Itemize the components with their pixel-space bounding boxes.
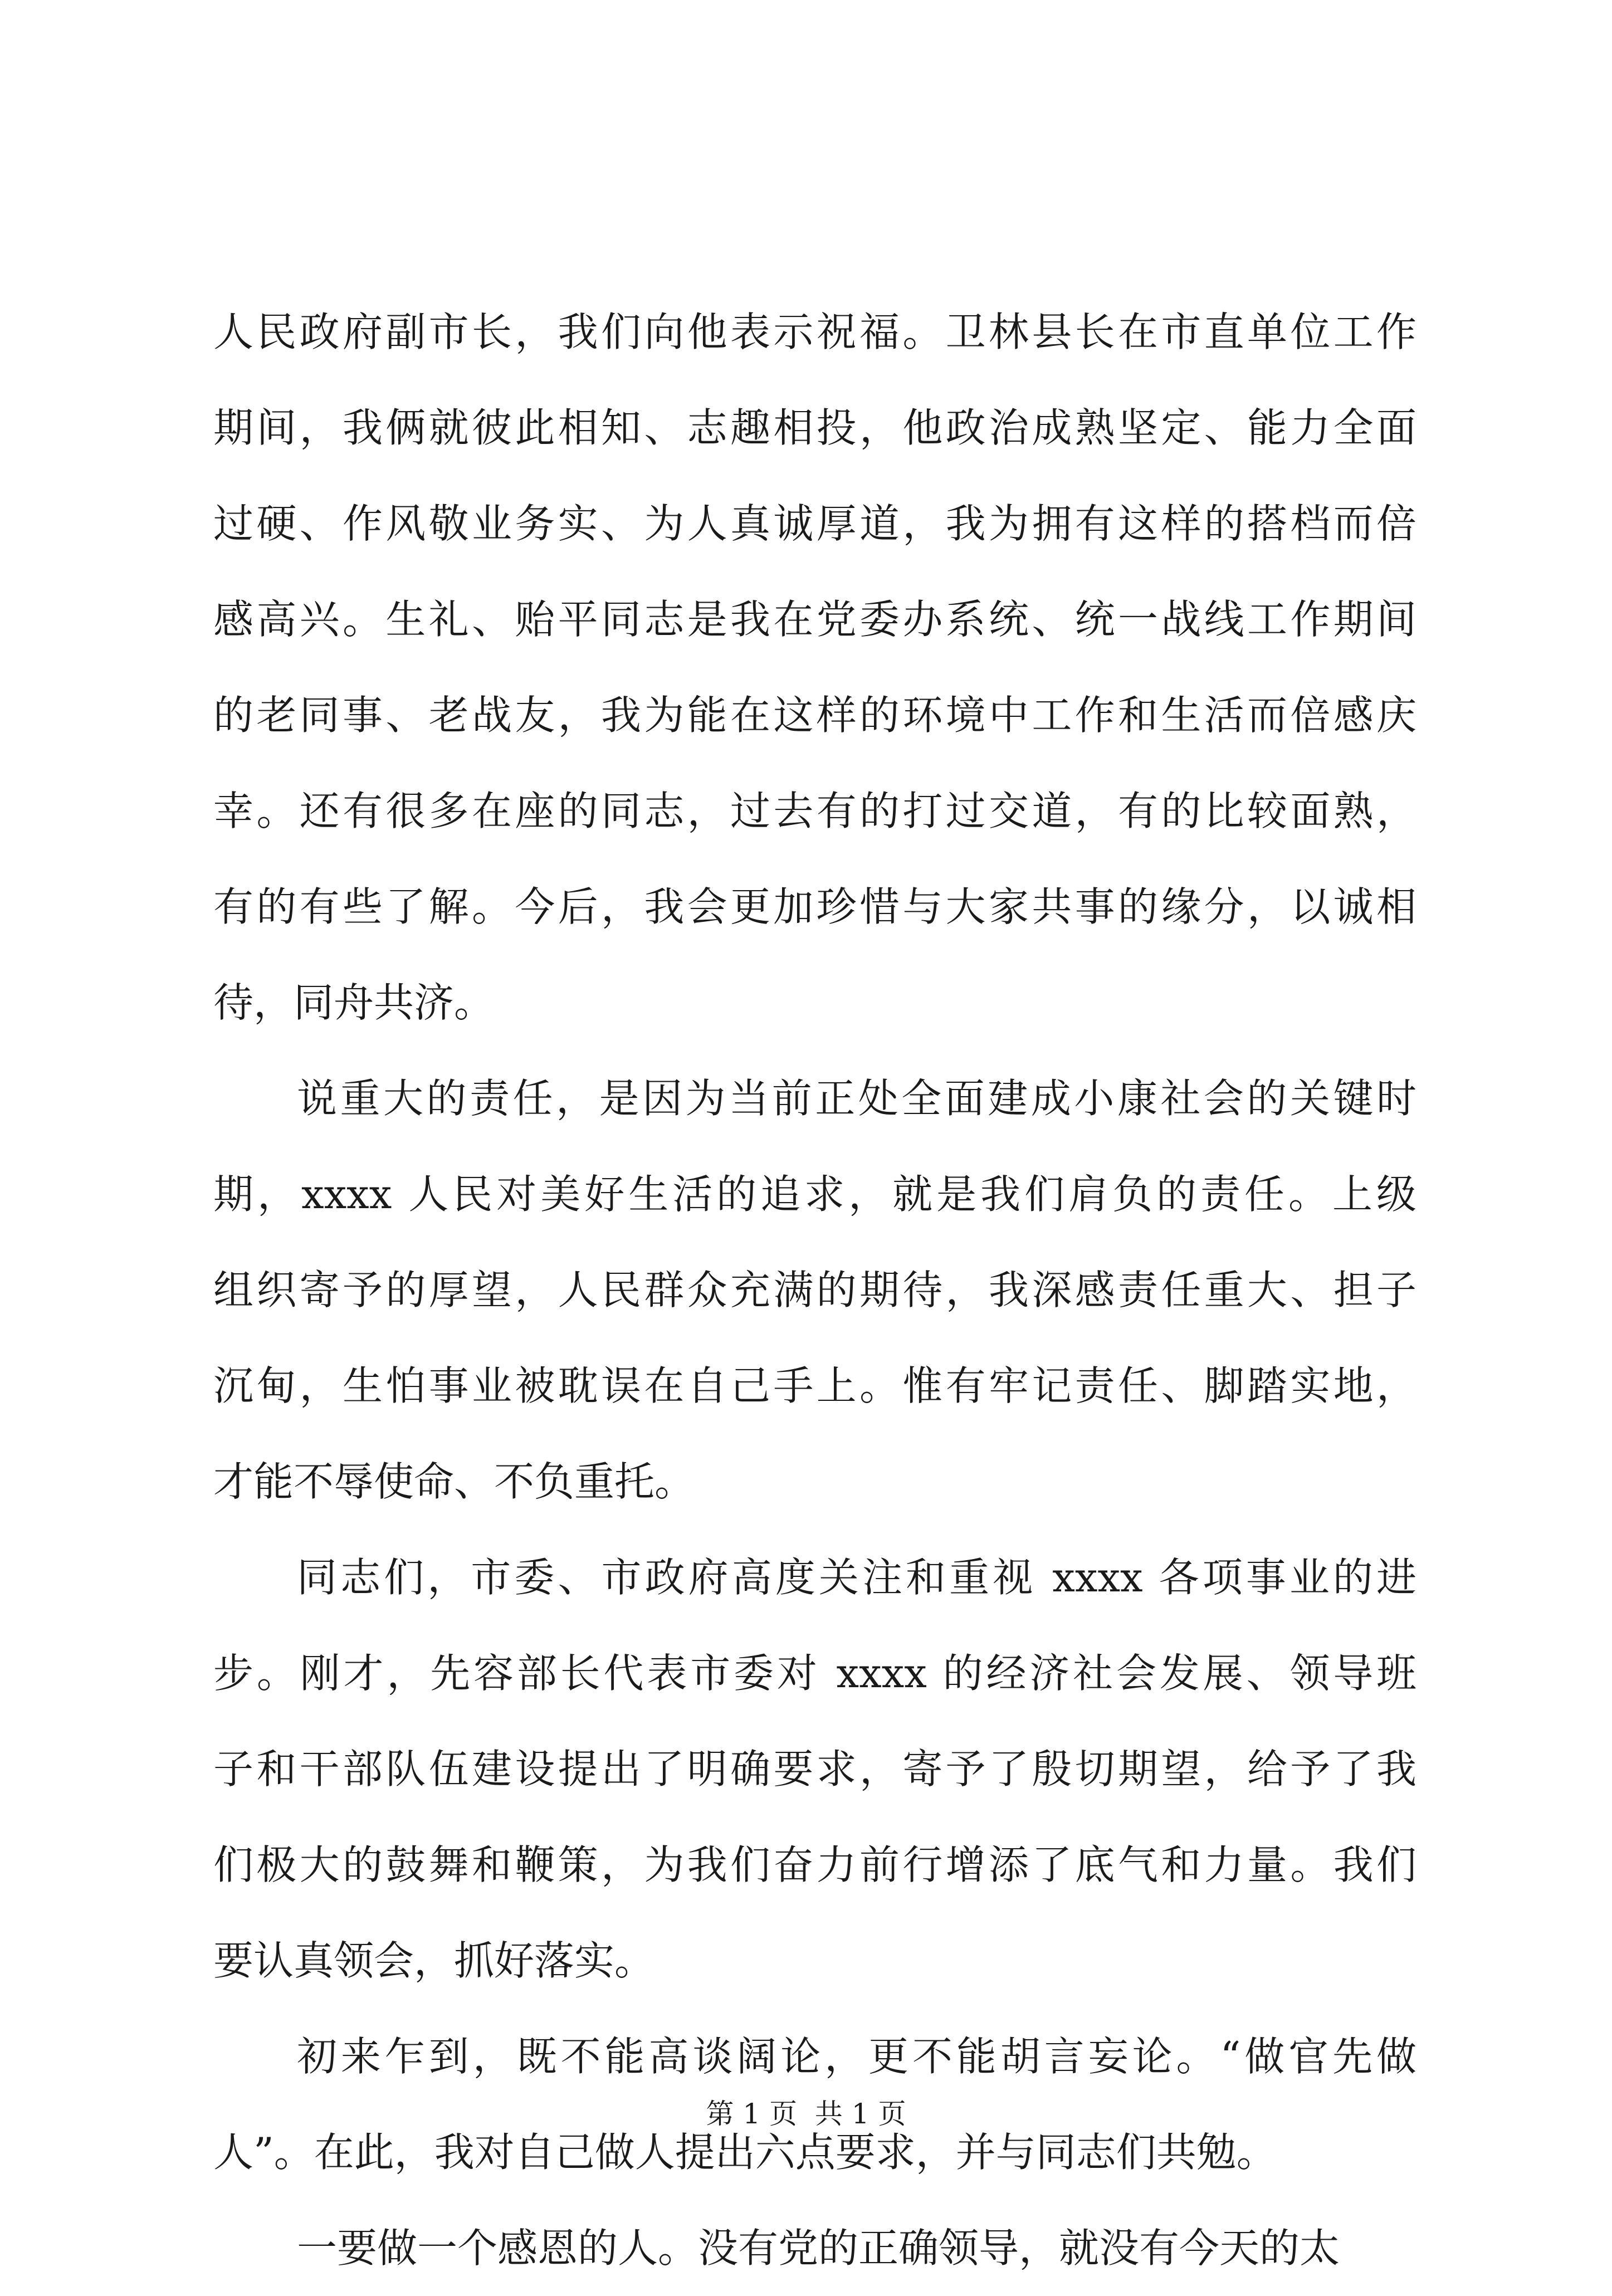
text-line: 们极大的鼓舞和鞭策，为我们奋力前行增添了底气和力量。我们 — [213, 1841, 1416, 1888]
text-line: 的老同事、老战友，我为能在这样的环境中工作和生活而倍感庆 — [213, 692, 1416, 739]
paragraph-first-line: 说重大的责任，是因为当前正处全面建成小康社会的关键时 — [297, 1075, 1416, 1122]
text-line: 人”。在此，我对自己做人提出六点要求，并与同志们共勉。 — [213, 2129, 1277, 2176]
text-line: 幸。还有很多在座的同志，过去有的打过交道，有的比较面熟， — [213, 788, 1416, 834]
text-line: 要认真领会，抓好落实。 — [213, 1937, 655, 1984]
text-line: 步。刚才，先容部长代表市委对 xxxx 的经济社会发展、领导班 — [213, 1650, 1416, 1697]
page-footer: 第 1 页 共 1 页 — [706, 2098, 906, 2130]
document-body — [213, 284, 1416, 2296]
text-line: 才能不辱使命、不负重托。 — [213, 1458, 695, 1505]
text-line: 人民政府副市长，我们向他表示祝福。卫林县长在市直单位工作 — [213, 309, 1416, 355]
text-line: 组织寄予的厚望，人民群众充满的期待，我深感责任重大、担子 — [213, 1267, 1416, 1313]
text-line: 期间，我俩就彼此相知、志趣相投，他政治成熟坚定、能力全面 — [213, 404, 1416, 451]
text-line: 感高兴。生礼、贻平同志是我在党委办系统、统一战线工作期间 — [213, 596, 1416, 643]
paragraph-first-line: 初来乍到，既不能高谈阔论，更不能胡言妄论。“做官先做 — [297, 2033, 1416, 2080]
paragraph-first-line: 一要做一个感恩的人。没有党的正确领导，就没有今天的太 — [297, 2225, 1340, 2271]
text-line: 有的有些了解。今后，我会更加珍惜与大家共事的缘分，以诚相 — [213, 883, 1416, 930]
text-line: 期，xxxx 人民对美好生活的追求，就是我们肩负的责任。上级 — [213, 1171, 1416, 1218]
text-line: 待，同舟共济。 — [213, 979, 495, 1026]
text-line: 过硬、作风敬业务实、为人真诚厚道，我为拥有这样的搭档而倍 — [213, 500, 1416, 547]
text-line: 沉甸，生怕事业被耽误在自己手上。惟有牢记责任、脚踏实地， — [213, 1362, 1416, 1409]
text-line: 子和干部队伍建设提出了明确要求，寄予了殷切期望，给予了我 — [213, 1746, 1416, 1792]
paragraph-first-line: 同志们，市委、市政府高度关注和重视 xxxx 各项事业的进 — [297, 1554, 1416, 1601]
